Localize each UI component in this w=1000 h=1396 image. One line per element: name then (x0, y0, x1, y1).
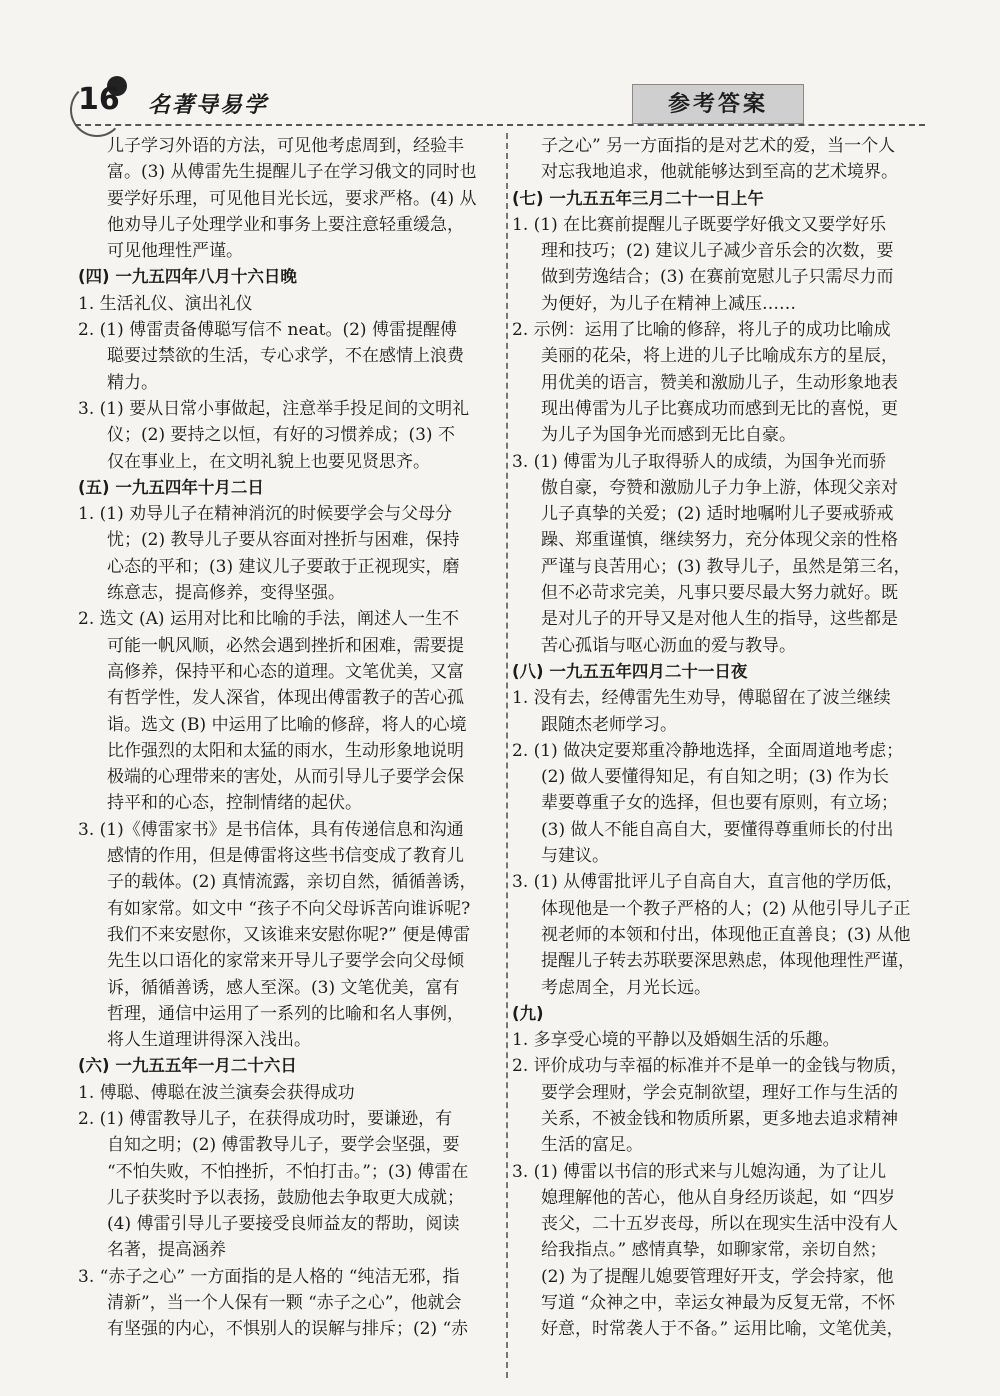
text-line: 儿子真挚的关爱；(2) 适时地嘱咐儿子要戒骄戒 (541, 504, 894, 525)
section-heading: (四) 一九五四年八月十六日晚 (78, 267, 297, 287)
text-line: 诉，循循善诱，感人至深。(3) 文笔优美，富有 (107, 977, 460, 998)
text-line: 3. (1) 要从日常小事做起，注意举手投足间的文明礼 (78, 398, 470, 419)
text-line: 有如家常。如文中 “孩子不向父母诉苦向谁诉呢? (107, 898, 471, 919)
text-line: 富。(3) 从傅雷先生提醒儿子在学习俄文的同时也 (107, 162, 477, 183)
text-line: 辈要尊重子女的选择，但也要有原则，有立场； (541, 793, 898, 814)
text-line: 为儿子为国争光而感到无比自豪。 (541, 425, 796, 446)
text-line: 心态的平和；(3) 建议儿子要敢于正视现实，磨 (107, 556, 460, 577)
text-line: 体现他是一个教子严格的人；(2) 从他引导儿子正 (541, 898, 911, 919)
section-heading: (六) 一九五五年一月二十六日 (78, 1056, 297, 1076)
text-line: 美丽的花朵，将上进的儿子比喻成东方的星辰， (541, 346, 898, 367)
text-line: 诣。选文 (B) 中运用了比喻的修辞，将人的心境 (107, 714, 467, 735)
section-tag: 参考答案 (632, 84, 804, 124)
text-line: 儿子学习外语的方法，可见他考虑周到，经验丰 (107, 136, 464, 156)
text-line: 仪；(2) 要持之以恒，有好的习惯养成；(3) 不 (107, 425, 455, 446)
text-line: 将人生道理讲得深入浅出。 (107, 1030, 311, 1051)
text-line: 要学好乐理，可见他目光长远，要求严格。(4) 从 (107, 188, 477, 209)
text-line: 写道 “众神之中，幸运女神最为反复无常，不怀 (541, 1293, 896, 1314)
text-line: 视老师的本领和付出，体现他正直善良；(3) 从他 (541, 924, 911, 945)
text-line: 生活的富足。 (541, 1135, 643, 1156)
text-line: 丧父，二十五岁丧母，所以在现实生活中没有人 (541, 1214, 898, 1235)
text-line: 要学会理财，学会克制欲望，理好工作与生活的 (541, 1082, 898, 1103)
text-line: 2. 示例：运用了比喻的修辞，将儿子的成功比喻成 (512, 320, 891, 341)
text-line: 仅在事业上，在文明礼貌上也要见贤思齐。 (107, 451, 430, 472)
text-line: 1. (1) 在比赛前提醒儿子既要学好俄文又要学好乐 (512, 214, 887, 235)
text-line: 持平和的心态，控制情绪的起伏。 (107, 793, 362, 814)
text-line: 子之心” 另一方面指的是对艺术的爱，当一个人 (541, 136, 896, 156)
section-heading: (九) (512, 1003, 544, 1023)
text-line: 跟随杰老师学习。 (541, 714, 677, 735)
text-line: 2. 评价成功与幸福的标准并不是单一的金钱与物质， (512, 1056, 908, 1077)
text-line: 清新”，当一个人保有一颗 “赤子之心”，他就会 (107, 1293, 462, 1314)
text-line: 极端的心理带来的害处，从而引导儿子要学会保 (107, 767, 464, 788)
text-line: (2) 做人要懂得知足，有自知之明；(3) 作为长 (541, 767, 889, 788)
text-line: 2. (1) 傅雷教导儿子，在获得成功时，要谦逊，有 (78, 1108, 453, 1129)
text-line: 2. (1) 做决定要郑重冷静地选择，全面周道地考虑； (512, 740, 904, 761)
header-divider (75, 124, 925, 126)
text-line: 为便好，为儿子在精神上减压…… (541, 293, 796, 314)
text-line: 提醒儿子转去苏联要深思熟虑，体现他理性严谨， (541, 951, 915, 972)
page-header (0, 0, 1000, 130)
text-line: 1. 多享受心境的平静以及婚姻生活的乐趣。 (512, 1030, 840, 1051)
text-line: 3. “赤子之心” 一方面指的是人格的 “纯洁无邪，指 (78, 1266, 460, 1287)
text-line: (4) 傅雷引导儿子要接受良师益友的帮助，阅读 (107, 1214, 460, 1235)
text-line: 哲理，通信中运用了一系列的比喻和名人事例， (107, 1003, 464, 1024)
text-line: 我们不来安慰你，又该谁来安慰你呢?” 便是傅雷 (107, 924, 471, 945)
left-column (78, 133, 503, 1343)
text-line: 聪要过禁欲的生活，专心求学，不在感情上浪费 (107, 346, 464, 367)
text-line: 先生以口语化的家常来开导儿子要学会向父母倾 (107, 951, 464, 972)
section-heading: (八) 一九五五年四月二十一日夜 (512, 661, 748, 681)
text-line: 傲自豪，夸赞和激励儿子力争上游，体现父亲对 (541, 477, 898, 498)
text-line: 3. (1) 傅雷为儿子取得骄人的成绩，为国争光而骄 (512, 451, 887, 472)
right-column (512, 133, 924, 1343)
text-line: (3) 做人不能自高自大，要懂得尊重师长的付出 (541, 819, 894, 840)
text-line: 理和技巧；(2) 建议儿子减少音乐会的次数，要 (541, 241, 894, 262)
text-line: 感情的作用，但是傅雷将这些书信变成了教育儿 (107, 846, 464, 867)
text-line: 可能一帆风顺，必然会遇到挫折和困难，需要提 (107, 635, 464, 656)
text-line: 练意志，提高修养，变得坚强。 (107, 583, 345, 604)
text-line: 儿子获奖时予以表扬，鼓励他去争取更大成就； (107, 1187, 464, 1208)
text-line: 精力。 (107, 372, 158, 393)
text-line: 做到劳逸结合；(3) 在赛前宽慰儿子只需尽力而 (541, 267, 894, 288)
text-line: 考虑周全，月光长远。 (541, 977, 711, 998)
column-divider (506, 133, 508, 1378)
text-line: 子的载体。(2) 真情流露，亲切自然，循循善诱， (107, 872, 477, 893)
text-line: 对忘我地追求，他就能够达到至高的艺术境界。 (541, 162, 898, 183)
text-line: 可见他理性严谨。 (107, 241, 243, 262)
text-line: 2. 选文 (A) 运用对比和比喻的手法，阐述人一生不 (78, 609, 459, 630)
text-line: 1. 生活礼仪、演出礼仪 (78, 293, 253, 314)
text-line: 名著，提高涵养 (107, 1240, 226, 1261)
section-heading: (五) 一九五四年十月二日 (78, 477, 264, 497)
text-line: 自知之明；(2) 傅雷教导儿子，要学会坚强，要 (107, 1135, 460, 1156)
text-line: 2. (1) 傅雷责备傅聪写信不 neat。(2) 傅雷提醒傅 (78, 320, 457, 341)
text-line: 1. 没有去，经傅雷先生劝导，傅聪留在了波兰继续 (512, 688, 891, 709)
text-line: 高修养，保持平和心态的道理。文笔优美，又富 (107, 661, 464, 682)
text-line: 有哲学性，发人深省，体现出傅雷教子的苦心孤 (107, 688, 464, 709)
text-line: 有坚强的内心，不惧别人的误解与排斥；(2) “赤 (107, 1319, 469, 1340)
text-line: 比作强烈的太阳和太猛的雨水，生动形象地说明 (107, 740, 464, 761)
text-line: 好意，时常袭人于不备。” 运用比喻，文笔优美， (541, 1319, 904, 1340)
text-line: 3. (1) 傅雷以书信的形式来与儿媳沟通，为了让儿 (512, 1161, 887, 1182)
text-line: 严谨与良苦用心；(3) 教导儿子，虽然是第三名， (541, 556, 911, 577)
text-line: 是对儿子的开导又是对他人生的指导，这些都是 (541, 609, 898, 630)
text-line: 他劝导儿子处理学业和事务上要注意轻重缓急， (107, 214, 464, 235)
text-line: 1. 傅聪、傅聪在波兰演奏会获得成功 (78, 1082, 355, 1103)
text-line: 媳理解他的苦心，他从自身经历谈起，如 “四岁 (541, 1187, 896, 1208)
text-line: 苦心孤诣与呕心沥血的爱与教导。 (541, 635, 796, 656)
text-line: 1. (1) 劝导儿子在精神消沉的时候要学会与父母分 (78, 504, 453, 525)
text-line: 3. (1)《傅雷家书》是书信体，具有传递信息和沟通 (78, 819, 464, 840)
text-line: 3. (1) 从傅雷批评儿子自高自大，直言他的学历低， (512, 872, 904, 893)
section-heading: (七) 一九五五年三月二十一日上午 (512, 188, 764, 208)
text-line: 但不必苛求完美，凡事只要尽最大努力就好。既 (541, 583, 898, 604)
text-line: 躁、郑重谨慎，继续努力，充分体现父亲的性格 (541, 530, 898, 551)
text-line: (2) 为了提醒儿媳要管理好开支，学会持家，他 (541, 1266, 894, 1287)
text-line: 用优美的语言，赞美和激励儿子，生动形象地表 (541, 372, 898, 393)
book-title: 名著导易学 (148, 92, 269, 118)
text-line: 现出傅雷为儿子比赛成功而感到无比的喜悦，更 (541, 398, 898, 419)
text-line: 关系，不被金钱和物质所累，更多地去追求精神 (541, 1108, 898, 1129)
page-number: 16 (78, 82, 120, 117)
text-line: 忧；(2) 教导儿子要从容面对挫折与困难，保持 (107, 530, 460, 551)
text-line: 给我指点。” 感情真挚，如聊家常，亲切自然； (541, 1240, 887, 1261)
text-line: 与建议。 (541, 846, 609, 867)
text-line: “不怕失败，不怕挫折，不怕打击。”；(3) 傅雷在 (107, 1161, 469, 1182)
